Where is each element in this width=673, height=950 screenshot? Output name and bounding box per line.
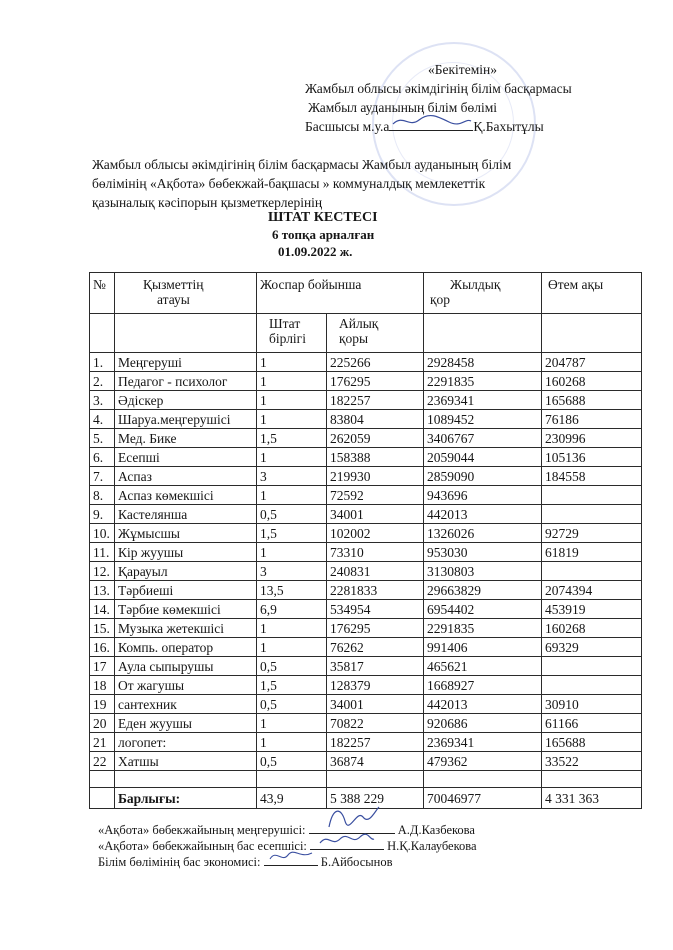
- row-position: Аспаз көмекшісі: [115, 486, 257, 505]
- table-row: [90, 448, 642, 467]
- signature-line-1: [98, 823, 475, 839]
- total-label: Барлығы:: [115, 788, 257, 809]
- table-row: [90, 638, 642, 657]
- total-units: 43,9: [257, 788, 327, 809]
- row-annual: 442013: [424, 505, 542, 524]
- row-num: 22: [90, 752, 115, 771]
- row-annual: 2928458: [424, 353, 542, 372]
- row-monthly: 128379: [327, 676, 424, 695]
- blank-cell: [327, 771, 424, 788]
- header-monthly: [327, 314, 424, 353]
- row-units: 1,5: [257, 676, 327, 695]
- row-units: 3: [257, 467, 327, 486]
- row-position: Кастелянша: [115, 505, 257, 524]
- row-units: 0,5: [257, 695, 327, 714]
- row-num: 21: [90, 733, 115, 752]
- total-comp: 4 331 363: [542, 788, 642, 809]
- signature-line-3: [98, 855, 393, 871]
- header-units-line2: бірлігі: [269, 331, 306, 346]
- row-comp: 160268: [542, 619, 642, 638]
- row-num: 6.: [90, 448, 115, 467]
- approval-signature-line: [389, 118, 473, 131]
- approval-signature: [389, 112, 473, 130]
- row-annual: 1326026: [424, 524, 542, 543]
- table-header-row: [90, 273, 642, 314]
- signature-name-1: А.Д.Казбекова: [397, 823, 475, 837]
- total-annual: 70046977: [424, 788, 542, 809]
- row-monthly: 34001: [327, 505, 424, 524]
- row-num: 7.: [90, 467, 115, 486]
- row-units: 1,5: [257, 429, 327, 448]
- row-position: Есепші: [115, 448, 257, 467]
- row-position: Тәрбие көмекшісі: [115, 600, 257, 619]
- subheader-empty-num: [90, 314, 115, 353]
- blank-cell: [542, 771, 642, 788]
- row-num: 2.: [90, 372, 115, 391]
- row-comp: 453919: [542, 600, 642, 619]
- row-comp: 69329: [542, 638, 642, 657]
- table-blank-row: [90, 771, 642, 788]
- signature-blank-3: [264, 855, 318, 866]
- row-comp: 184558: [542, 467, 642, 486]
- row-comp: 105136: [542, 448, 642, 467]
- row-units: 0,5: [257, 752, 327, 771]
- row-comp: 2074394: [542, 581, 642, 600]
- row-monthly: 73310: [327, 543, 424, 562]
- row-monthly: 176295: [327, 372, 424, 391]
- table-row: [90, 714, 642, 733]
- row-monthly: 34001: [327, 695, 424, 714]
- header-num: №: [90, 273, 115, 314]
- row-monthly: 158388: [327, 448, 424, 467]
- row-monthly: 72592: [327, 486, 424, 505]
- table-row: [90, 676, 642, 695]
- row-annual: 2059044: [424, 448, 542, 467]
- row-num: 3.: [90, 391, 115, 410]
- approval-line-1: Жамбыл облысы әкімдігінің білім басқармасы: [305, 81, 572, 96]
- document-date: 01.09.2022 ж.: [278, 244, 353, 259]
- staff-table: [89, 272, 642, 809]
- row-position: Еден жуушы: [115, 714, 257, 733]
- row-monthly: 36874: [327, 752, 424, 771]
- row-position: сантехник: [115, 695, 257, 714]
- row-annual: 465621: [424, 657, 542, 676]
- approval-heading: «Бекітемін»: [428, 62, 497, 77]
- row-units: 1: [257, 714, 327, 733]
- row-units: 1: [257, 619, 327, 638]
- table-row: [90, 619, 642, 638]
- row-position: Педагог - психолог: [115, 372, 257, 391]
- row-num: 4.: [90, 410, 115, 429]
- header-monthly-line2: қоры: [339, 331, 369, 346]
- row-comp: 165688: [542, 733, 642, 752]
- row-num: 10.: [90, 524, 115, 543]
- row-annual: 6954402: [424, 600, 542, 619]
- row-num: 14.: [90, 600, 115, 619]
- row-comp: [542, 505, 642, 524]
- signature-role-2: «Ақбота» бөбекжайының бас есепшісі:: [98, 839, 307, 853]
- row-units: 1: [257, 448, 327, 467]
- row-monthly: 102002: [327, 524, 424, 543]
- row-monthly: 76262: [327, 638, 424, 657]
- row-monthly: 182257: [327, 391, 424, 410]
- intro-line-1: Жамбыл облысы әкімдігінің білім басқармасы Жамбыл ауданының білім: [92, 157, 512, 172]
- blank-cell: [115, 771, 257, 788]
- row-comp: [542, 486, 642, 505]
- row-comp: 61166: [542, 714, 642, 733]
- row-comp: 30910: [542, 695, 642, 714]
- table-row: [90, 524, 642, 543]
- intro-line-2: бөлімінің «Ақбота» бөбекжай-бақшасы » коммуналдық мемлекеттік: [92, 176, 486, 191]
- header-plan: Жоспар бойынша: [257, 273, 424, 314]
- row-position: логопет:: [115, 733, 257, 752]
- row-position: Жұмысшы: [115, 524, 257, 543]
- signature-name-2: Н.Қ.Калаубекова: [387, 839, 477, 853]
- row-position: Хатшы: [115, 752, 257, 771]
- table-row: [90, 429, 642, 448]
- row-num: 15.: [90, 619, 115, 638]
- row-annual: 1089452: [424, 410, 542, 429]
- row-position: Әдіскер: [115, 391, 257, 410]
- row-position: Аспаз: [115, 467, 257, 486]
- row-position: Музыка жетекшісі: [115, 619, 257, 638]
- row-num: 1.: [90, 353, 115, 372]
- row-units: 1: [257, 733, 327, 752]
- signature-role-3: Білім бөлімінің бас экономисі:: [98, 855, 261, 869]
- row-comp: [542, 562, 642, 581]
- row-monthly: 70822: [327, 714, 424, 733]
- row-annual: 943696: [424, 486, 542, 505]
- row-annual: 920686: [424, 714, 542, 733]
- row-annual: 2291835: [424, 619, 542, 638]
- row-annual: 2369341: [424, 733, 542, 752]
- row-monthly: 262059: [327, 429, 424, 448]
- row-comp: [542, 676, 642, 695]
- row-comp: 33522: [542, 752, 642, 771]
- row-units: 1: [257, 638, 327, 657]
- table-subheader-row: [90, 314, 642, 353]
- row-annual: 953030: [424, 543, 542, 562]
- row-num: 18: [90, 676, 115, 695]
- table-row: [90, 505, 642, 524]
- header-position-line2: атауы: [157, 292, 190, 307]
- table-row: [90, 486, 642, 505]
- table-row: [90, 410, 642, 429]
- table-row: [90, 752, 642, 771]
- row-comp: 160268: [542, 372, 642, 391]
- row-monthly: 240831: [327, 562, 424, 581]
- table-row: [90, 467, 642, 486]
- intro-line-3: қазыналық кәсіпорын қызметкерлерінің: [92, 195, 323, 210]
- row-position: Меңгеруші: [115, 353, 257, 372]
- row-comp: 76186: [542, 410, 642, 429]
- header-position: [115, 273, 257, 314]
- row-annual: 2859090: [424, 467, 542, 486]
- table-row: [90, 733, 642, 752]
- row-monthly: 182257: [327, 733, 424, 752]
- row-position: Шаруа.меңгерушісі: [115, 410, 257, 429]
- approval-signer-name: Қ.Бахытұлы: [473, 119, 544, 134]
- signature-mark-2: [316, 829, 376, 851]
- table-row: [90, 695, 642, 714]
- row-annual: 3406767: [424, 429, 542, 448]
- row-comp: 92729: [542, 524, 642, 543]
- subheader-empty-comp: [542, 314, 642, 353]
- row-position: Тәрбиеші: [115, 581, 257, 600]
- row-units: 0,5: [257, 505, 327, 524]
- row-position: Компь. оператор: [115, 638, 257, 657]
- row-units: 3: [257, 562, 327, 581]
- signature-name-3: Б.Айбосынов: [320, 855, 393, 869]
- approval-line-2: Жамбыл ауданының білім бөлімі: [308, 100, 498, 115]
- row-units: 1: [257, 353, 327, 372]
- row-position: Мед. Бике: [115, 429, 257, 448]
- row-annual: 479362: [424, 752, 542, 771]
- row-position: От жагушы: [115, 676, 257, 695]
- signature-blank-2: [310, 839, 384, 850]
- row-num: 13.: [90, 581, 115, 600]
- row-monthly: 176295: [327, 619, 424, 638]
- row-num: 12.: [90, 562, 115, 581]
- table-row: [90, 581, 642, 600]
- header-compensation: Өтем ақы: [542, 273, 642, 314]
- row-units: 1: [257, 543, 327, 562]
- total-monthly: 5 388 229: [327, 788, 424, 809]
- signature-role-1: «Ақбота» бөбекжайының меңгерушісі:: [98, 823, 306, 837]
- row-num: 11.: [90, 543, 115, 562]
- subheader-empty-position: [115, 314, 257, 353]
- document-title: ШТАТ КЕСТЕСІ: [268, 210, 378, 225]
- table-row: [90, 543, 642, 562]
- header-units-line1: Штат: [269, 316, 301, 331]
- blank-cell: [90, 771, 115, 788]
- row-annual: 991406: [424, 638, 542, 657]
- row-num: 19: [90, 695, 115, 714]
- subheader-empty-annual: [424, 314, 542, 353]
- row-num: 20: [90, 714, 115, 733]
- blank-cell: [257, 771, 327, 788]
- row-monthly: 2281833: [327, 581, 424, 600]
- row-units: 1: [257, 372, 327, 391]
- row-position: Аула сыпырушы: [115, 657, 257, 676]
- row-comp: 61819: [542, 543, 642, 562]
- header-monthly-line1: Айлық: [339, 316, 379, 331]
- row-annual: 442013: [424, 695, 542, 714]
- signature-mark-3: [266, 847, 316, 867]
- total-num-cell: [90, 788, 115, 809]
- row-units: 1: [257, 410, 327, 429]
- table-row: [90, 391, 642, 410]
- header-annual-line2: қор: [430, 292, 451, 307]
- header-annual: [424, 273, 542, 314]
- row-annual: 3130803: [424, 562, 542, 581]
- row-units: 1: [257, 391, 327, 410]
- blank-cell: [424, 771, 542, 788]
- row-num: 5.: [90, 429, 115, 448]
- row-units: 6,9: [257, 600, 327, 619]
- row-monthly: 83804: [327, 410, 424, 429]
- row-annual: 2369341: [424, 391, 542, 410]
- document-subtitle: 6 топқа арналған: [272, 227, 375, 242]
- row-position: Кір жуушы: [115, 543, 257, 562]
- row-units: 13,5: [257, 581, 327, 600]
- row-comp: [542, 657, 642, 676]
- header-annual-line1: Жылдық: [450, 277, 501, 292]
- approval-signer-title: Басшысы м.у.а: [305, 119, 390, 134]
- row-units: 0,5: [257, 657, 327, 676]
- approval-line-3: [305, 117, 544, 136]
- header-units: [257, 314, 327, 353]
- row-monthly: 35817: [327, 657, 424, 676]
- row-num: 16.: [90, 638, 115, 657]
- row-num: 8.: [90, 486, 115, 505]
- row-comp: 230996: [542, 429, 642, 448]
- row-monthly: 219930: [327, 467, 424, 486]
- header-position-line1: Қызметтің: [143, 277, 204, 292]
- row-num: 9.: [90, 505, 115, 524]
- table-row: [90, 372, 642, 391]
- row-monthly: 225266: [327, 353, 424, 372]
- row-position: Қарауыл: [115, 562, 257, 581]
- table-row: [90, 353, 642, 372]
- table-row: [90, 657, 642, 676]
- row-comp: 165688: [542, 391, 642, 410]
- row-annual: 29663829: [424, 581, 542, 600]
- row-units: 1,5: [257, 524, 327, 543]
- table-row: [90, 600, 642, 619]
- row-num: 17: [90, 657, 115, 676]
- row-comp: 204787: [542, 353, 642, 372]
- table-row: [90, 562, 642, 581]
- row-annual: 1668927: [424, 676, 542, 695]
- row-monthly: 534954: [327, 600, 424, 619]
- row-annual: 2291835: [424, 372, 542, 391]
- row-units: 1: [257, 486, 327, 505]
